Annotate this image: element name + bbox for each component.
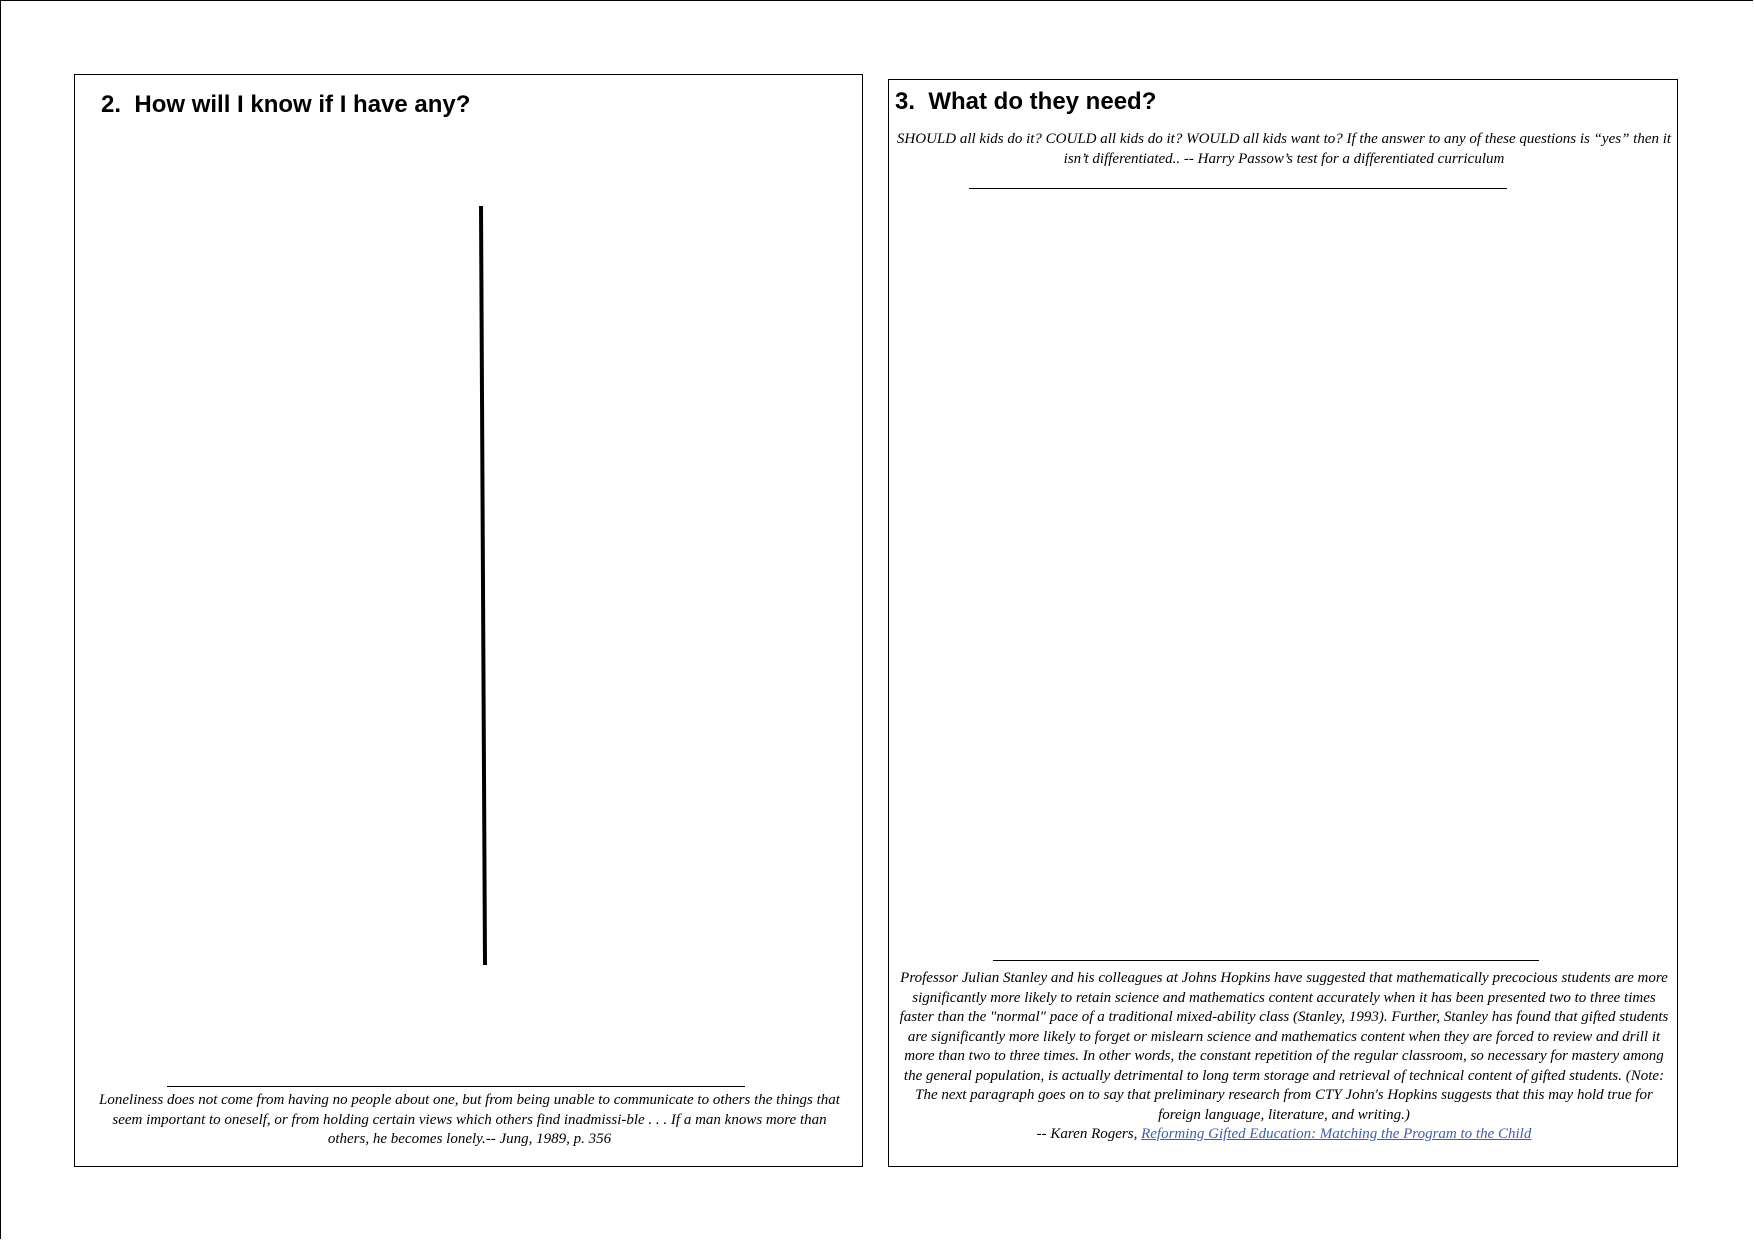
panel-right-title: What do they need? (928, 88, 1157, 115)
bottom-quote-divider (993, 960, 1539, 961)
stanley-quote-block (899, 969, 1669, 1145)
attribution-prefix: -- Karen Rogers, (1036, 1126, 1142, 1142)
left-quote-divider (167, 1086, 745, 1087)
passow-quote: SHOULD all kids do it? COULD all kids do it? WOULD all kids want to? If the answer to any of these questions is “yes” then it isn’t differentiated.. -- Harry Passow’s test for a differentiated curriculum (896, 131, 1672, 167)
vertical-line (75, 75, 864, 1168)
stanley-quote: Professor Julian Stanley and his colleagues at Johns Hopkins have suggested that mathematically precocious students are more significantly more likely to retain science and mathematics content accurately when it has been presented two to three times faster than the "normal" pace of a traditional mixed-ability class (Stanley, 1993). Further, Stanley has found that gifted students are significantly more likely to forget or mislearn science and mathematics content when they are forced to review and drill it more than two to three times. In other words, the constant repetition of the regular classroom, so necessary for mastery among the general population, is actually detrimental to long term storage and retrieval of technical content of gifted students. (Note: The next paragraph goes on to say that preliminary research from CTY John's Hopkins suggests that this may hold true for foreign language, literature, and writing.) (899, 970, 1669, 1123)
panel-right-number: 3. (895, 88, 916, 115)
panel-left-title: How will I know if I have any? (134, 91, 471, 118)
jung-quote: Loneliness does not come from having no people about one, but from being unable to communicate to others the things that seem important to oneself, or from holding certain views which others find inadmissi-ble . . . If a man knows more than others, he becomes lonely.-- Jung, 1989, p. 356 (99, 1092, 840, 1147)
panel-right (888, 79, 1678, 1167)
panel-right-heading (895, 88, 1156, 116)
top-quote-divider (969, 188, 1507, 189)
book-title-link[interactable]: Reforming Gifted Education: Matching the Program to the Child (1141, 1126, 1532, 1142)
panel-left-number: 2. (101, 91, 122, 118)
panel-left (74, 74, 863, 1167)
